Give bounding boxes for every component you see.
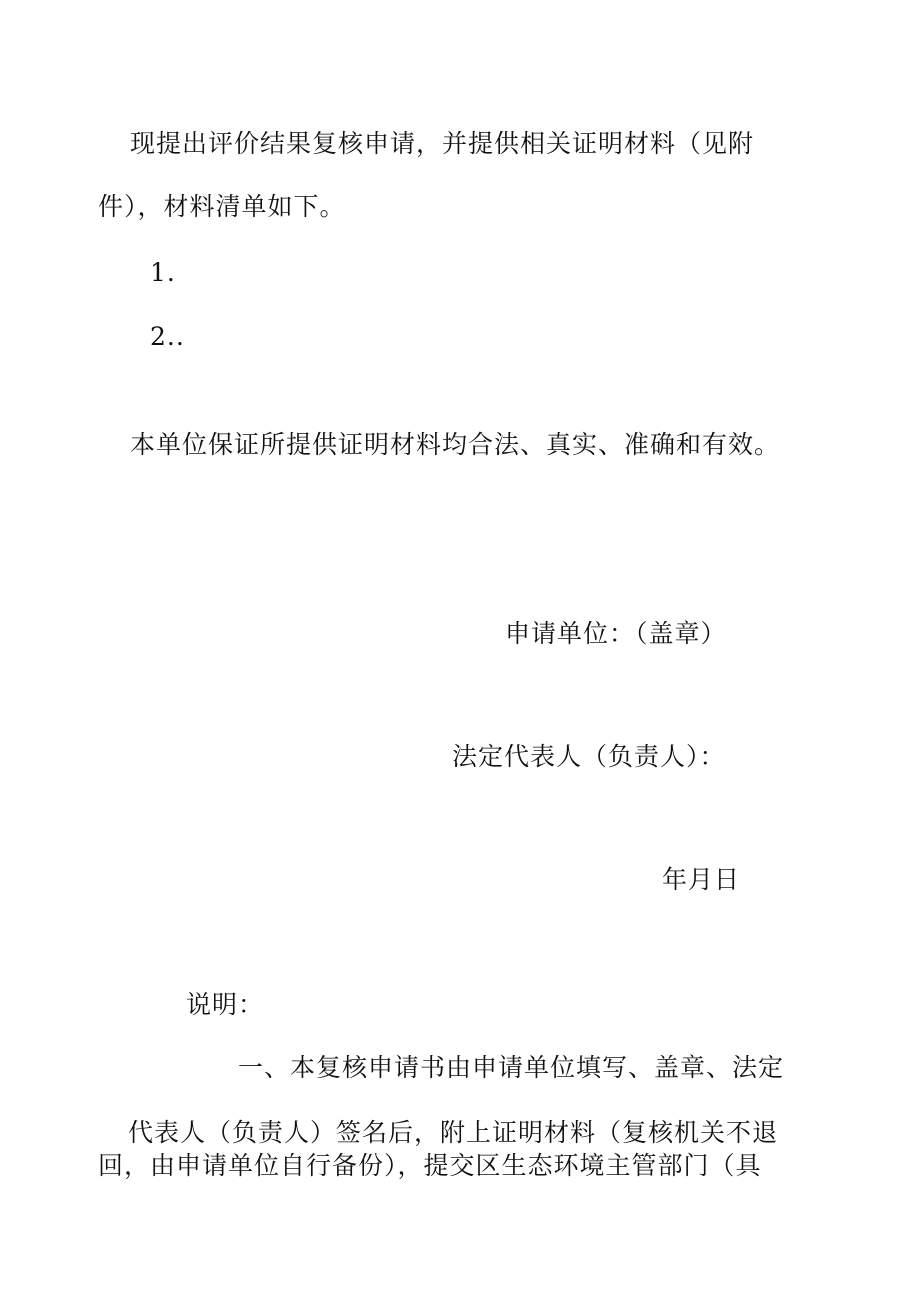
note-line-3: 回，由申请单位自行备份），提交区生态环境主管部门（具 bbox=[98, 1151, 762, 1180]
request-line-1: 现提出评价结果复核申请，并提供相关证明材料（见附 bbox=[130, 129, 755, 158]
notes-heading: 说明： bbox=[186, 990, 265, 1019]
note-line-1: 一、本复核申请书由申请单位填写、盖章、法定 bbox=[238, 1053, 785, 1082]
date-label: 年月日 bbox=[662, 865, 741, 894]
applicant-label: 申请单位：（盖章） bbox=[505, 619, 727, 648]
guarantee-statement: 本单位保证所提供证明材料均合法、真实、准确和有效。 bbox=[130, 430, 781, 459]
list-item-1: 1. bbox=[150, 258, 176, 287]
note-line-2: 代表人（负责人）签名后，附上证明材料（复核机关不退 bbox=[128, 1118, 779, 1147]
request-line-2: 件），材料清单如下。 bbox=[98, 192, 346, 221]
legal-representative-label: 法定代表人（负责人）： bbox=[452, 742, 726, 771]
list-item-2: 2.. bbox=[150, 322, 185, 351]
